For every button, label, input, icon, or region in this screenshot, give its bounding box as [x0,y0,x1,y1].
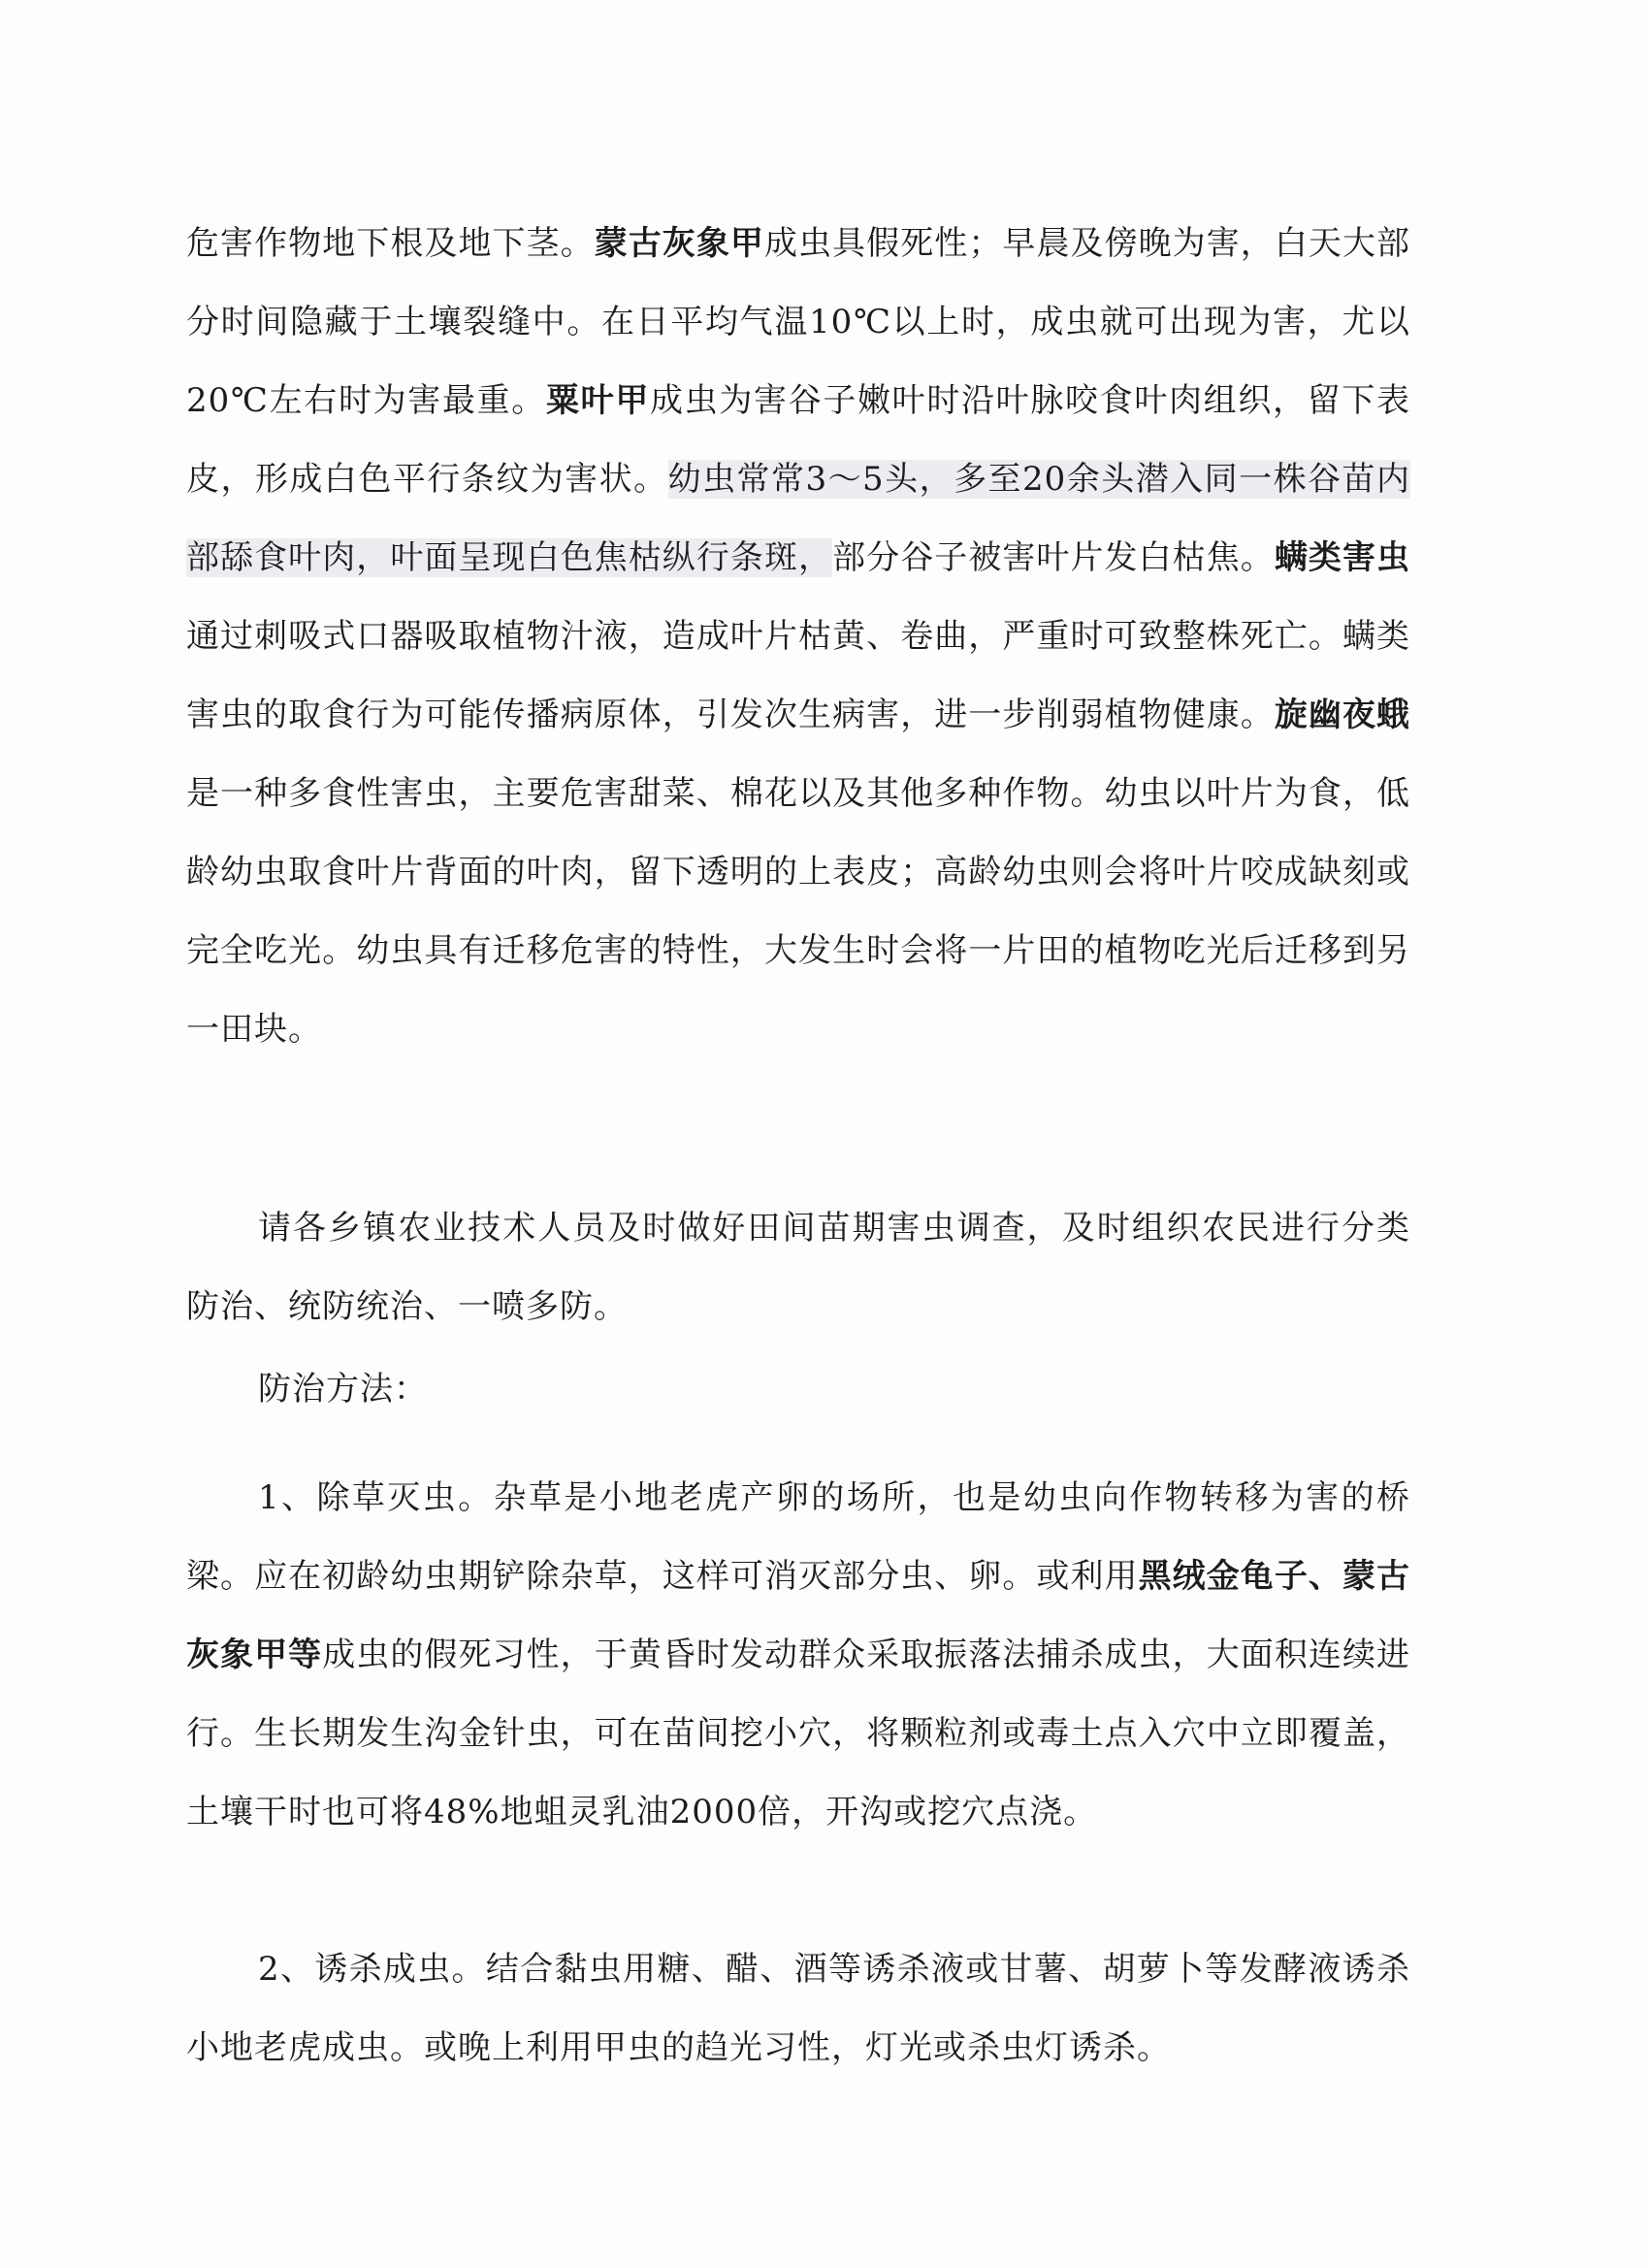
heading-control-methods: 防治方法： [258,1370,428,1409]
paragraph-method-2: 2、诱杀成虫。结合黏虫用糖、醋、酒等诱杀液或甘薯、胡萝卜等发酵液诱杀小地老虎成虫。或晚上利用甲虫的趋光习性，灯光或杀虫灯诱杀。 [186,1950,1410,2067]
term-beet-armyworm: 旋幽夜蛾 [1274,696,1410,734]
term-beetles: 黑绒金龟子、蒙古灰象甲等 [186,1557,1411,1674]
term-millet-leaf-beetle: 粟叶甲 [545,381,650,420]
paragraph-pest-description: 危害作物地下根及地下茎。蒙古灰象甲成虫具假死性；早晨及傍晚为害，白天大部分时间隐藏于土壤裂缝中。在日平均气温10℃以上时，成虫就可出现为害，尤以20℃左右时为害最重。粟叶甲成虫为害谷子嫩叶时沿叶脉咬食叶肉组织，留下表皮，形成白色平行条纹为害状。幼虫常常3～5头，多至20余头潜入同一株谷苗内部舔食叶肉，叶面呈现白色焦枯纵行条斑，部分谷子被害叶片发白枯焦。螨类害虫通过刺吸式口器吸取植物汁液，造成叶片枯黄、卷曲，严重时可致整株死亡。螨类害虫的取食行为可能传播病原体，引发次生病害，进一步削弱植物健康。旋幽夜蛾是一种多食性害虫，主要危害甜菜、棉花以及其他多种作物。幼虫以叶片为食，低龄幼虫取食叶片背面的叶肉，留下透明的上表皮；高龄幼虫则会将叶片咬成缺刻或完全吃光。幼虫具有迁移危害的特性，大发生时会将一片田的植物吃光后迁移到另一田块。 [186,224,1411,1049]
highlighted-text: 幼虫常常3～5头，多至20余头潜入同一株谷苗内部舔食叶肉，叶面呈现白色焦枯纵行条斑， [186,460,1411,577]
term-mongolian-weevil: 蒙古灰象甲 [594,224,764,263]
paragraph-method-1: 1、除草灭虫。杂草是小地老虎产卵的场所，也是幼虫向作物转移为害的桥梁。应在初龄幼虫期铲除杂草，这样可消灭部分虫、卵。或利用黑绒金龟子、蒙古灰象甲等成虫的假死习性，于黄昏时发动群众采取振落法捕杀成虫，大面积连续进行。生长期发生沟金针虫，可在苗间挖小穴，将颗粒剂或毒土点入穴中立即覆盖，土壤干时也可将48%地蛆灵乳油2000倍，开沟或挖穴点浇。 [186,1478,1411,1831]
paragraph-notice: 请各乡镇农业技术人员及时做好田间苗期害虫调查，及时组织农民进行分类防治、统防统治、一喷多防。 [186,1209,1410,1326]
term-mite-pests: 螨类害虫 [1274,538,1411,577]
